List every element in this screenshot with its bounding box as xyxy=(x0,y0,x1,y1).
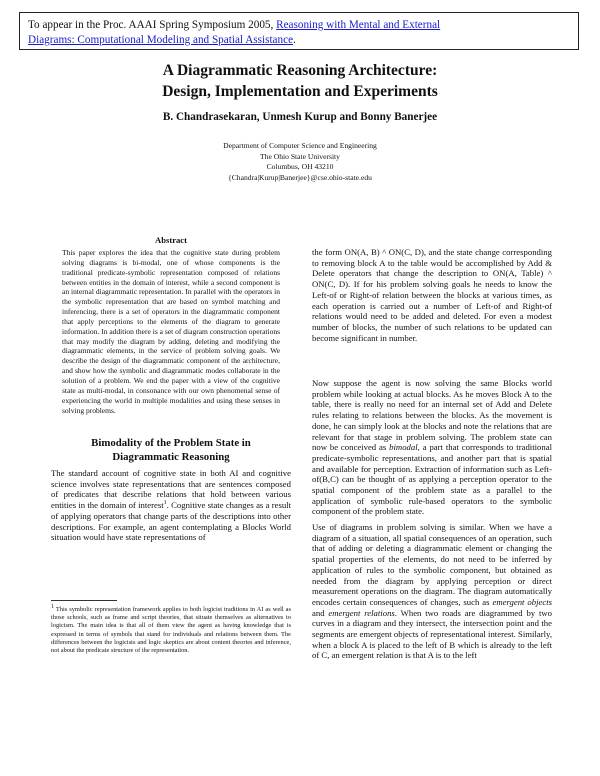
affiliation-city: Columbus, OH 43210 xyxy=(266,162,334,172)
symposium-link-line2[interactable]: Diagrams: Computational Modeling and Spatial Assistance xyxy=(28,34,294,46)
right-p2-text-a: Now suppose the agent is now solving the same Blocks world problem while looking at actual blocks. As he moves Block A to the table, there is really no need for an internal set of Add and Delete rules relating to relations between the blocks. As the movement is done, he can simply look at the blocks and note the relations that are relevant for that stage in problem solving. The problem state can now be conceived as xyxy=(312,378,552,453)
right-paragraph-2 xyxy=(312,378,552,517)
footnote-marker: 1 xyxy=(163,500,167,507)
publication-notice xyxy=(19,12,579,50)
paper-title-line2: Design, Implementation and Experiments xyxy=(162,83,438,100)
symposium-link-line1[interactable]: Reasoning with Mental and External xyxy=(276,19,441,31)
right-p3-text-a: Use of diagrams in problem solving is similar. When we have a diagram of a situation, all spatial consequences of an operation, such that of adding or deleting a diagrammatic element or changing the spatial properties of the elements, do not need to be inferred by application of rules to the symbolic component, but obtained as needed from the diagram by applying perception or direct measurement operations on the diagram. The diagram automatically encodes certain consequences of changes, such as xyxy=(312,522,552,607)
abstract-text: This paper explores the idea that the cognitive state during problem solving diagrams is bi-modal, one of whose components is the traditional predicate-symbolic representation composed of relations between entities in the domain of interest, while a second component is an internal diagrammatic representation. In parallel with the operators in the symbolic representation that are based on symbol matching and inferencing, there is a set of operators in the diagrammatic component that apply perceptions to the elements of the diagram to generate information. In addition there is a set of diagram construction operations that may modify the diagram by adding, deleting and modifying the diagrammatic elements, in the service of problem solving goals. We describe the design of the diagrammatic component of the architecture, and show how the symbolic and diagrammatic modes collaborate in the solution of a problem. We end the paper with a view of the cognitive state as multi-modal, in consonance with our own phenomenal sense of experiencing the world in multiple modalities and using these senses in solving problems. xyxy=(62,248,280,415)
affiliation xyxy=(0,141,600,183)
right-paragraph-3 xyxy=(312,522,552,661)
para-text-a: The standard account of cognitive state in both AI and cognitive science involves state representations that are sentences composed of predicates that describe relations that hold between various entities in the domain of interest xyxy=(51,468,291,511)
right-paragraph-1: the form ON(A, B) ^ ON(C, D), and the state change corresponding to removing block A to the table would be accomplished by Add & Delete operators that change the description to ON(A, Table) ^ ON(C, D). If for his problem solving goals he needs to know the Left-of or Right-of relation between the blocks at various times, as each operation is carried out a number of Left-of and Right-of relations would need to be added and deleted. For even a modest number of blocks, the number of such relations to be updated can become significant in number. xyxy=(312,247,552,343)
footnote-divider xyxy=(51,600,117,601)
footnote-number: 1 xyxy=(51,603,54,610)
section-paragraph xyxy=(51,468,291,543)
right-p2-italic: bimodal xyxy=(389,442,418,453)
affiliation-email: {Chandra|Kurup|Banerjee}@cse.ohio-state.edu xyxy=(228,172,372,182)
right-p3-and: and xyxy=(312,607,325,618)
section-heading xyxy=(51,436,291,464)
paper-title-line1: A Diagrammatic Reasoning Architecture: xyxy=(162,62,438,79)
footnote-text: This symbolic representation framework applies to both logicist traditions in AI as well as those schools, such as frame and script theories, that situate themselves as alternatives to logicism. The main idea is that all of them view the agent as having knowledge that is expressed in terms of symbols that stand for individuals and relations between them. The differences between the logicists and logic skeptics are about content theories and inference, not about the predicate structure of the representation. xyxy=(51,606,292,655)
affiliation-univ: The Ohio State University xyxy=(260,151,340,161)
right-p3-italic-1: emergent objects xyxy=(492,596,553,607)
para-text-b: . Cognitive state changes as a result of applying operators that change parts of the descriptions into other descriptions. For example, an agent contemplating a Blocks World situation would have state representations of xyxy=(51,500,292,543)
notice-suffix: . xyxy=(293,34,296,46)
affiliation-dept: Department of Computer Science and Engineering xyxy=(223,141,377,150)
right-p3-text-b: . When two roads are diagrammed by two curves in a diagram and they intersect, the intersection point and the segments are emergent objects of representational interest. Similarly, when a block A is placed to the left of B which is already to the left of C, an emergent relation is that A is to the left xyxy=(312,607,552,661)
notice-prefix: To appear in the Proc. AAAI Spring Symposium 2005, xyxy=(28,19,274,31)
section-heading-line2: Diagrammatic Reasoning xyxy=(112,451,230,463)
right-p3-italic-2: emergent relations xyxy=(328,607,395,618)
right-p2-text-b: , a part that corresponds to traditional predicate-symbolic representations, and another part that is spatial and available for perception. Extraction of information such as Left-of(B,C) can be thought of as applying a perception operator to the spatial component of the problem state as a parallel to the application of symbolic rule-based operators to the symbolic component of the problem state. xyxy=(312,442,552,517)
abstract-heading: Abstract xyxy=(155,235,187,245)
footnote xyxy=(51,603,292,655)
section-heading-line1: Bimodality of the Problem State in xyxy=(91,437,251,449)
author-list: B. Chandrasekaran, Unmesh Kurup and Bonny Banerjee xyxy=(162,111,438,123)
